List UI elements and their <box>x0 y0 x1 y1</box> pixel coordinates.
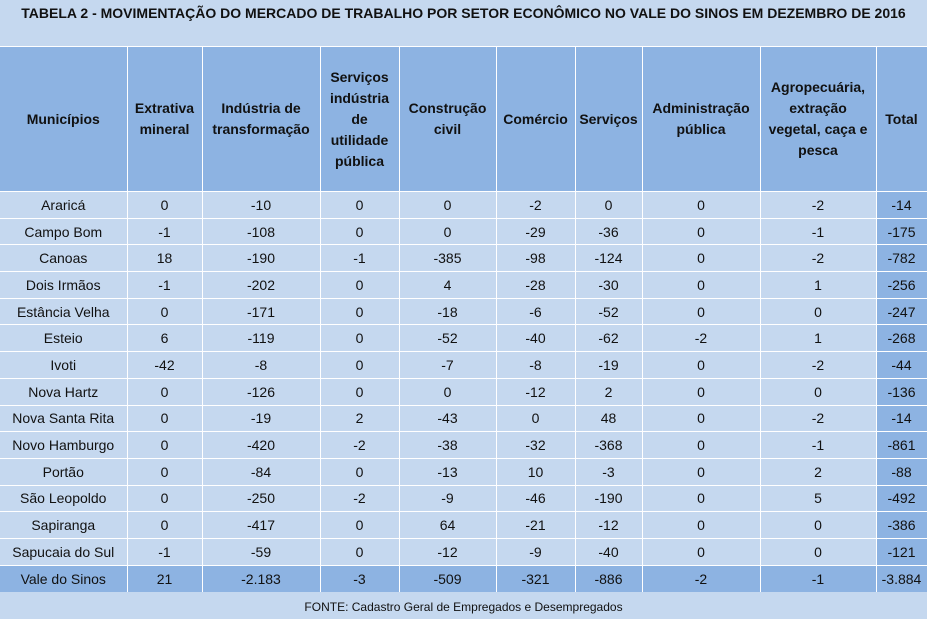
total-cell: -136 <box>876 378 927 405</box>
municipality-cell: Nova Hartz <box>0 378 127 405</box>
value-cell: -126 <box>202 378 320 405</box>
value-cell: -1 <box>760 218 876 245</box>
table-row <box>0 458 927 485</box>
total-cell: -492 <box>876 485 927 512</box>
value-cell: 0 <box>642 245 760 272</box>
value-cell: -1 <box>127 218 202 245</box>
value-cell: 0 <box>642 218 760 245</box>
municipality-cell: Esteio <box>0 325 127 352</box>
value-cell: -1 <box>760 432 876 459</box>
summary-value-cell: -1 <box>760 565 876 592</box>
value-cell: -19 <box>202 405 320 432</box>
header-servicos: Serviços <box>575 47 642 192</box>
table-row <box>0 405 927 432</box>
summary-value-cell: -321 <box>496 565 575 592</box>
value-cell: 0 <box>127 192 202 219</box>
municipality-cell: Sapiranga <box>0 512 127 539</box>
value-cell: -12 <box>496 378 575 405</box>
municipality-cell: Novo Hamburgo <box>0 432 127 459</box>
value-cell: 0 <box>642 378 760 405</box>
value-cell: 0 <box>320 218 399 245</box>
value-cell: -9 <box>496 538 575 565</box>
total-cell: -268 <box>876 325 927 352</box>
value-cell: -190 <box>575 485 642 512</box>
value-cell: 48 <box>575 405 642 432</box>
value-cell: 0 <box>642 352 760 379</box>
value-cell: -420 <box>202 432 320 459</box>
table-row <box>0 245 927 272</box>
value-cell: 0 <box>642 512 760 539</box>
value-cell: -119 <box>202 325 320 352</box>
header-servicos-utilidade: Serviços indústria de utilidade pública <box>320 47 399 192</box>
table-row <box>0 378 927 405</box>
value-cell: 1 <box>760 325 876 352</box>
municipality-cell: Araricá <box>0 192 127 219</box>
value-cell: -10 <box>202 192 320 219</box>
table-row <box>0 218 927 245</box>
municipality-cell: Dois Irmãos <box>0 272 127 299</box>
value-cell: 18 <box>127 245 202 272</box>
value-cell: -43 <box>399 405 496 432</box>
total-cell: -247 <box>876 298 927 325</box>
value-cell: 0 <box>642 538 760 565</box>
value-cell: -30 <box>575 272 642 299</box>
value-cell: 0 <box>320 538 399 565</box>
summary-value-cell: -3 <box>320 565 399 592</box>
value-cell: -2 <box>320 485 399 512</box>
total-cell: -44 <box>876 352 927 379</box>
value-cell: -59 <box>202 538 320 565</box>
municipality-cell: São Leopoldo <box>0 485 127 512</box>
value-cell: 0 <box>320 378 399 405</box>
value-cell: 0 <box>760 378 876 405</box>
total-cell: -782 <box>876 245 927 272</box>
summary-value-cell: -2.183 <box>202 565 320 592</box>
header-administracao: Administração pública <box>642 47 760 192</box>
summary-label-cell: Vale do Sinos <box>0 565 127 592</box>
summary-value-cell: 21 <box>127 565 202 592</box>
value-cell: -52 <box>399 325 496 352</box>
value-cell: 0 <box>320 352 399 379</box>
value-cell: 0 <box>127 378 202 405</box>
value-cell: -12 <box>575 512 642 539</box>
municipality-cell: Canoas <box>0 245 127 272</box>
value-cell: 0 <box>642 485 760 512</box>
value-cell: -417 <box>202 512 320 539</box>
value-cell: -2 <box>760 245 876 272</box>
value-cell: 0 <box>760 298 876 325</box>
value-cell: 1 <box>760 272 876 299</box>
header-row <box>0 47 927 192</box>
table-row <box>0 272 927 299</box>
value-cell: 0 <box>642 192 760 219</box>
value-cell: 0 <box>760 512 876 539</box>
table-row <box>0 352 927 379</box>
value-cell: 0 <box>320 325 399 352</box>
value-cell: -3 <box>575 458 642 485</box>
table-row <box>0 485 927 512</box>
value-cell: -84 <box>202 458 320 485</box>
municipality-cell: Portão <box>0 458 127 485</box>
value-cell: -250 <box>202 485 320 512</box>
value-cell: -38 <box>399 432 496 459</box>
value-cell: 2 <box>575 378 642 405</box>
summary-value-cell: -509 <box>399 565 496 592</box>
total-cell: -386 <box>876 512 927 539</box>
value-cell: -1 <box>320 245 399 272</box>
value-cell: -42 <box>127 352 202 379</box>
value-cell: 0 <box>320 298 399 325</box>
value-cell: -190 <box>202 245 320 272</box>
municipality-cell: Campo Bom <box>0 218 127 245</box>
summary-value-cell: -2 <box>642 565 760 592</box>
header-agropecuaria: Agropecuária, extração vegetal, caça e pesca <box>760 47 876 192</box>
value-cell: -13 <box>399 458 496 485</box>
value-cell: -6 <box>496 298 575 325</box>
value-cell: 10 <box>496 458 575 485</box>
value-cell: -9 <box>399 485 496 512</box>
value-cell: -28 <box>496 272 575 299</box>
value-cell: 0 <box>320 272 399 299</box>
value-cell: 0 <box>127 512 202 539</box>
value-cell: 0 <box>127 298 202 325</box>
total-cell: -121 <box>876 538 927 565</box>
value-cell: 0 <box>642 298 760 325</box>
value-cell: 0 <box>642 272 760 299</box>
municipality-cell: Sapucaia do Sul <box>0 538 127 565</box>
value-cell: -385 <box>399 245 496 272</box>
value-cell: -46 <box>496 485 575 512</box>
table-title: TABELA 2 - MOVIMENTAÇÃO DO MERCADO DE TRABALHO POR SETOR ECONÔMICO NO VALE DO SINOS EM DEZEMBRO DE 2016 <box>0 0 927 46</box>
total-cell: -175 <box>876 218 927 245</box>
value-cell: 0 <box>399 192 496 219</box>
summary-row <box>0 565 927 592</box>
value-cell: -124 <box>575 245 642 272</box>
value-cell: 2 <box>760 458 876 485</box>
total-cell: -88 <box>876 458 927 485</box>
value-cell: 0 <box>320 192 399 219</box>
table-row <box>0 325 927 352</box>
value-cell: -171 <box>202 298 320 325</box>
value-cell: 0 <box>320 512 399 539</box>
value-cell: 0 <box>642 405 760 432</box>
value-cell: -62 <box>575 325 642 352</box>
header-municipios: Municípios <box>0 47 127 192</box>
header-total: Total <box>876 47 927 192</box>
header-construcao: Construção civil <box>399 47 496 192</box>
value-cell: -2 <box>760 405 876 432</box>
total-cell: -256 <box>876 272 927 299</box>
value-cell: 0 <box>320 458 399 485</box>
value-cell: -32 <box>496 432 575 459</box>
value-cell: -7 <box>399 352 496 379</box>
header-industria: Indústria de transformação <box>202 47 320 192</box>
value-cell: 0 <box>760 538 876 565</box>
value-cell: -19 <box>575 352 642 379</box>
value-cell: -21 <box>496 512 575 539</box>
value-cell: 0 <box>399 218 496 245</box>
value-cell: 0 <box>127 485 202 512</box>
value-cell: 0 <box>642 432 760 459</box>
value-cell: 4 <box>399 272 496 299</box>
header-extrativa: Extrativa mineral <box>127 47 202 192</box>
value-cell: -2 <box>760 352 876 379</box>
table-row <box>0 512 927 539</box>
value-cell: -18 <box>399 298 496 325</box>
value-cell: -202 <box>202 272 320 299</box>
value-cell: 6 <box>127 325 202 352</box>
value-cell: -52 <box>575 298 642 325</box>
total-cell: -14 <box>876 405 927 432</box>
value-cell: 64 <box>399 512 496 539</box>
value-cell: 0 <box>127 432 202 459</box>
table-row <box>0 432 927 459</box>
value-cell: -368 <box>575 432 642 459</box>
total-cell: -861 <box>876 432 927 459</box>
value-cell: -8 <box>202 352 320 379</box>
value-cell: -1 <box>127 272 202 299</box>
table-row <box>0 298 927 325</box>
summary-value-cell: -3.884 <box>876 565 927 592</box>
table-row <box>0 538 927 565</box>
table-body <box>0 192 927 592</box>
value-cell: 0 <box>127 405 202 432</box>
value-cell: -12 <box>399 538 496 565</box>
summary-value-cell: -886 <box>575 565 642 592</box>
header-comercio: Comércio <box>496 47 575 192</box>
value-cell: -1 <box>127 538 202 565</box>
value-cell: -2 <box>642 325 760 352</box>
value-cell: 0 <box>399 378 496 405</box>
value-cell: -40 <box>575 538 642 565</box>
value-cell: -2 <box>320 432 399 459</box>
table-row <box>0 192 927 219</box>
value-cell: -40 <box>496 325 575 352</box>
value-cell: 0 <box>642 458 760 485</box>
value-cell: -2 <box>760 192 876 219</box>
value-cell: 0 <box>127 458 202 485</box>
value-cell: 5 <box>760 485 876 512</box>
value-cell: -98 <box>496 245 575 272</box>
value-cell: -108 <box>202 218 320 245</box>
total-cell: -14 <box>876 192 927 219</box>
municipality-cell: Estância Velha <box>0 298 127 325</box>
source-footer: FONTE: Cadastro Geral de Empregados e Desempregados <box>0 596 927 619</box>
value-cell: -8 <box>496 352 575 379</box>
value-cell: 0 <box>575 192 642 219</box>
value-cell: 2 <box>320 405 399 432</box>
municipality-cell: Ivoti <box>0 352 127 379</box>
value-cell: -36 <box>575 218 642 245</box>
labor-market-table <box>0 46 927 592</box>
municipality-cell: Nova Santa Rita <box>0 405 127 432</box>
value-cell: -29 <box>496 218 575 245</box>
value-cell: -2 <box>496 192 575 219</box>
value-cell: 0 <box>496 405 575 432</box>
